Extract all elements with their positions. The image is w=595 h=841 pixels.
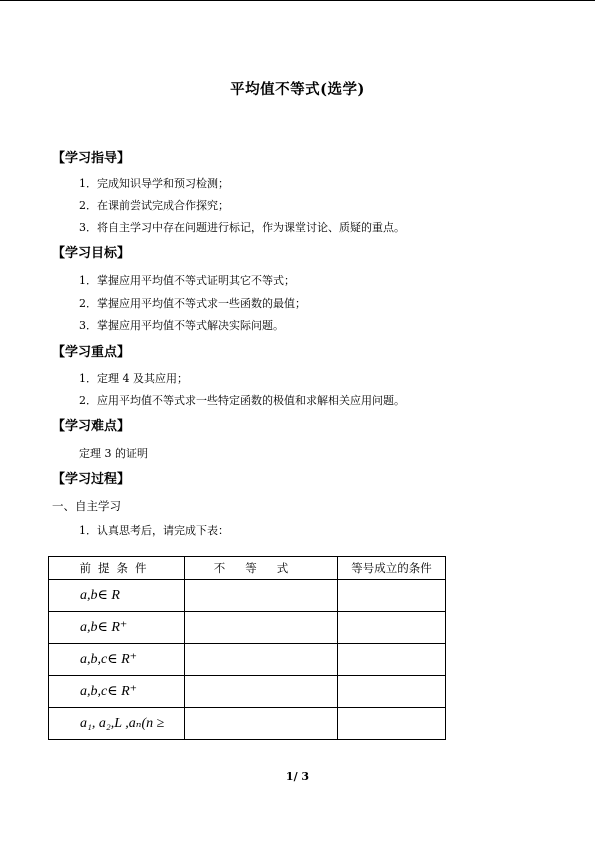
equality-cell[interactable] [338, 708, 446, 740]
section-heading-process: 【学习过程】 [52, 472, 131, 487]
section-heading-key: 【学习重点】 [52, 345, 131, 360]
condition-cell: a,b,c∈ R⁺ [49, 644, 185, 676]
table-row [49, 644, 446, 676]
equality-cell[interactable] [338, 644, 446, 676]
inequality-table [48, 556, 446, 740]
top-rule [0, 0, 595, 1]
list-item: 2．掌握应用平均值不等式求一些函数的最值； [79, 297, 306, 310]
list-item: 1．认真思考后，请完成下表： [79, 524, 229, 537]
equality-cell[interactable] [338, 676, 446, 708]
list-item: 2．在课前尝试完成合作探究； [79, 199, 229, 212]
inequality-cell[interactable] [185, 612, 338, 644]
list-item: 1．掌握应用平均值不等式证明其它不等式； [79, 274, 295, 287]
list-item: 1．完成知识导学和预习检测； [79, 177, 229, 190]
inequality-cell[interactable] [185, 708, 338, 740]
inequality-cell[interactable] [185, 676, 338, 708]
header-inequality-label: 不等式 [213, 561, 309, 575]
header-condition-label: 前提条件 [79, 561, 154, 575]
equality-cell[interactable] [338, 612, 446, 644]
list-item: 1．定理 4 及其应用； [79, 372, 188, 385]
inequality-cell[interactable] [185, 644, 338, 676]
table-row [49, 580, 446, 612]
table-row [49, 708, 446, 740]
condition-cell: a,b∈ R⁺ [49, 612, 185, 644]
section-heading-guide: 【学习指导】 [52, 151, 131, 166]
list-item: 定理 3 的证明 [79, 447, 148, 460]
condition-cell: a,b,c∈ R⁺ [49, 676, 185, 708]
inequality-cell[interactable] [185, 580, 338, 612]
subsection-heading: 一、自主学习 [52, 499, 121, 513]
condition-cell: a₁, a₂,L ,aₙ(n ≥ [49, 708, 185, 740]
page-number: 1/ 3 [285, 770, 310, 783]
list-item: 2．应用平均值不等式求一些特定函数的极值和求解相关应用问题。 [79, 394, 405, 407]
table-header-row [49, 557, 446, 580]
page-title: 平均值不等式(选学) [230, 81, 365, 98]
section-heading-difficult: 【学习难点】 [52, 419, 131, 434]
list-item: 3．将自主学习中存在问题进行标记，作为课堂讨论、质疑的重点。 [79, 221, 405, 234]
list-item: 3．掌握应用平均值不等式解决实际问题。 [79, 319, 284, 332]
table-row [49, 612, 446, 644]
section-heading-goals: 【学习目标】 [52, 246, 131, 261]
equality-cell[interactable] [338, 580, 446, 612]
header-inequality [185, 557, 338, 580]
table-row [49, 676, 446, 708]
header-condition [49, 557, 185, 580]
header-equality [338, 557, 446, 580]
condition-cell: a,b∈ R [49, 580, 185, 612]
header-equality-label: 等号成立的条件 [351, 561, 432, 575]
